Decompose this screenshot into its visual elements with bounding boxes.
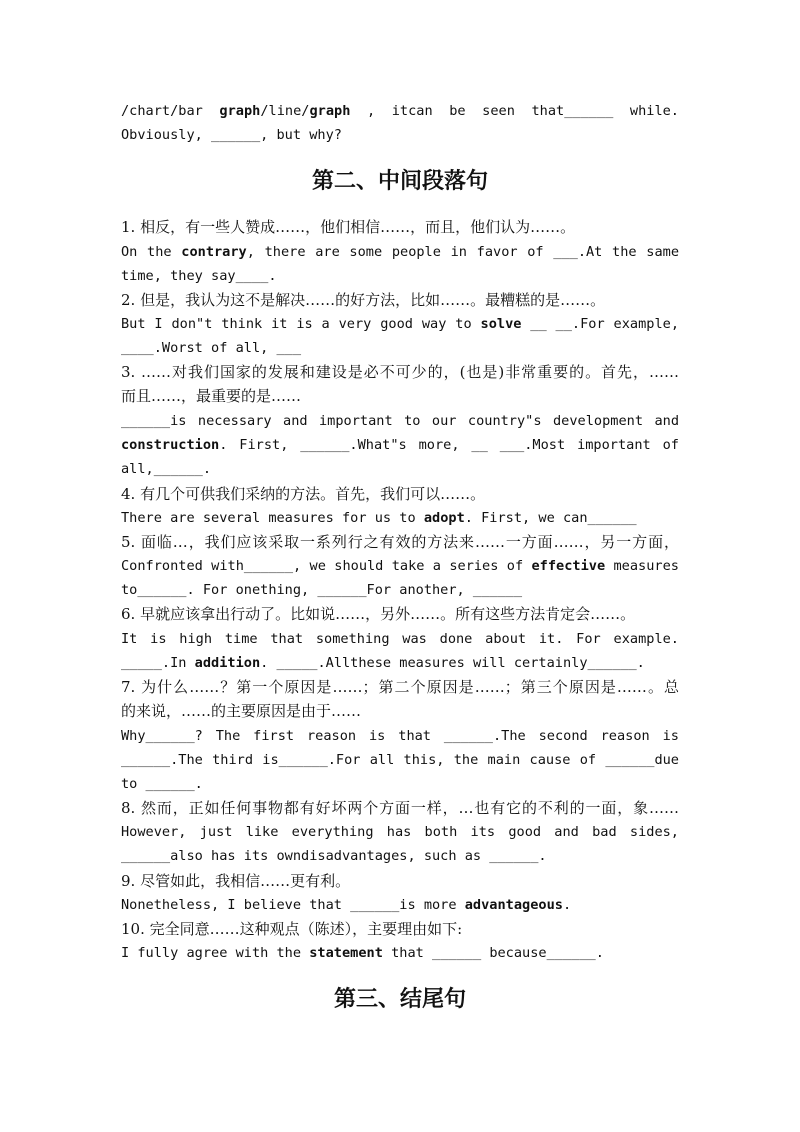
item-9-en: Nonetheless, I believe that ______is more advantageous. — [121, 897, 572, 913]
item-6-en-1: It is high time that something was done about it. For example. — [121, 631, 679, 647]
item-7-en-3: to ______. — [121, 776, 203, 792]
section-3-heading: 第三、结尾句 — [333, 987, 466, 1012]
section-2-heading: 第二、中间段落句 — [311, 169, 488, 194]
item-9-cn: 9. 尽管如此，我相信……更有利。 — [121, 872, 351, 890]
item-3-cn-1: 3. ……对我们国家的发展和建设是必不可少的，(也是)非常重要的。首先，…… — [121, 363, 679, 381]
item-4-cn: 4. 有几个可供我们采纳的方法。首先，我们可以……。 — [121, 485, 486, 503]
item-6-en-2: _____.In addition. _____.Allthese measures will certainly______. — [121, 655, 645, 671]
item-2-en-2: ____.Worst of all, ___ — [121, 340, 302, 356]
item-1-en-1: On the contrary, there are some people in favor of ___.At the same — [121, 244, 679, 260]
item-1-en-2: time, they say____. — [121, 268, 277, 284]
intro-line-1: /chart/bar graph/line/graph , itcan be seen that______ while. — [121, 103, 679, 119]
item-5-cn: 5. 面临…，我们应该采取一系列行之有效的方法来……一方面……，另一方面， — [121, 533, 679, 551]
item-8-cn: 8. 然而，正如任何事物都有好坏两个方面一样，…也有它的不利的一面，象…… — [121, 799, 679, 817]
item-7-en-2: ______.The third is______.For all this, the main cause of ______due — [121, 752, 679, 768]
item-2-cn: 2. 但是，我认为这不是解决……的好方法，比如……。最糟糕的是……。 — [121, 291, 606, 309]
item-10-cn: 10. 完全同意……这种观点（陈述），主要理由如下: — [121, 920, 463, 938]
item-5-en-1: Confronted with______, we should take a series of effective measures — [121, 558, 679, 574]
item-3-en-2: construction. First, ______.What"s more, __ ___.Most important of — [121, 437, 679, 453]
item-3-cn-2: 而且……，最重要的是…… — [121, 387, 302, 405]
item-3-en-3: all,______. — [121, 461, 212, 477]
item-6-cn: 6. 早就应该拿出行动了。比如说……，另外……。所有这些方法肯定会……。 — [121, 605, 636, 623]
item-8-en-2: ______also has its owndisadvantages, such as ______. — [121, 848, 547, 864]
item-3-en-1: ______is necessary and important to our country"s development and — [121, 413, 679, 429]
item-5-en-2: to______. For onething, ______For another, ______ — [121, 582, 523, 598]
item-7-cn-1: 7. 为什么……？第一个原因是……；第二个原因是……；第三个原因是……。总 — [121, 678, 679, 696]
item-7-en-1: Why______? The first reason is that ______.The second reason is — [121, 728, 679, 744]
item-10-en: I fully agree with the statement that ______ because______. — [121, 945, 604, 961]
item-1-cn: 1. 相反，有一些人赞成……，他们相信……，而且，他们认为……。 — [121, 218, 576, 236]
intro-line-2: Obviously, ______, but why? — [121, 127, 342, 143]
item-7-cn-2: 的来说，……的主要原因是由于…… — [121, 702, 362, 720]
item-2-en-1: But I don"t think it is a very good way to solve __ __.For example, — [121, 316, 680, 332]
item-4-en: There are several measures for us to adopt. First, we can______ — [121, 510, 637, 526]
item-8-en-1: However, just like everything has both its good and bad sides, — [121, 824, 679, 840]
